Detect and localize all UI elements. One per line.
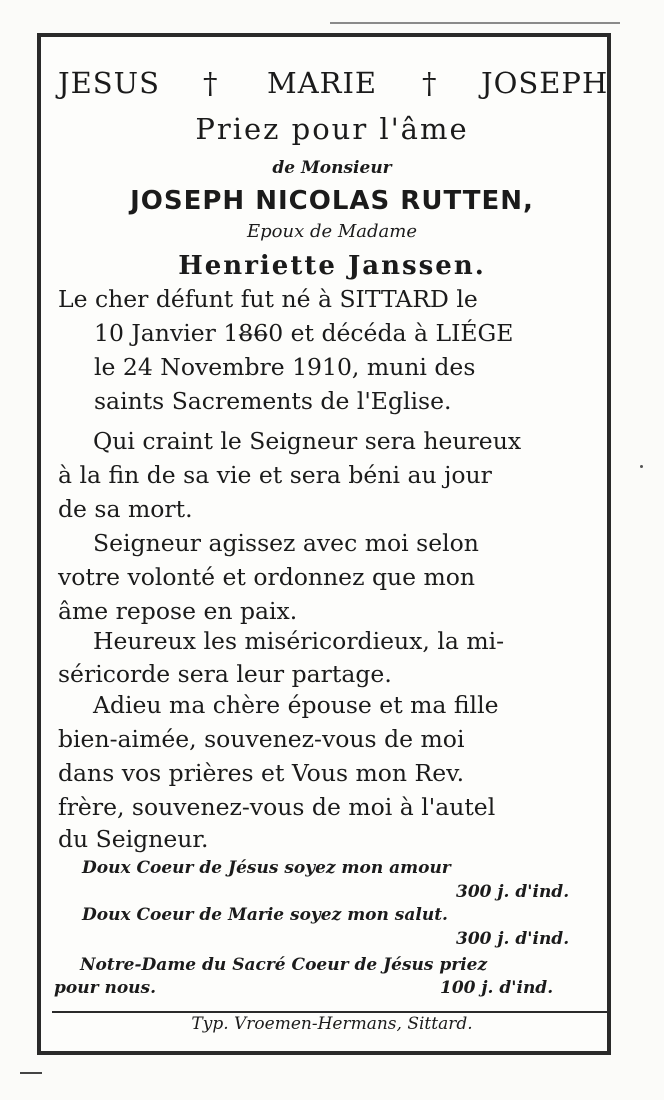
verse-line: Qui craint le Seigneur sera heureux (93, 427, 522, 455)
cross-icon: † (203, 66, 219, 100)
scan-edge-line (330, 22, 620, 24)
prayer-for-soul: Priez pour l'âme (195, 112, 469, 146)
spouse-label: Epoux de Madame (247, 221, 417, 242)
invocation-text: Doux Coeur de Marie soyez mon salut. (82, 905, 448, 925)
header-jesus: JESUS (58, 66, 160, 100)
ink-speck (640, 465, 643, 468)
verse-line: âme repose en paix. (58, 597, 298, 625)
biography-line: 10 Janvier 18̶6̶0 et décéda à LIÉGE (94, 319, 514, 347)
verse-line: séricorde sera leur partage. (58, 660, 392, 688)
verse-line: votre volonté et ordonnez que mon (58, 563, 476, 591)
biography-line: Le cher défunt fut né à SITTARD le (58, 285, 478, 313)
wife-name: Henriette Janssen. (178, 251, 486, 281)
biography-line: le 24 Novembre 1910, muni des (94, 353, 476, 381)
indulgence-note: 300 j. d'ind. (456, 929, 570, 949)
footer-rule (52, 1011, 608, 1013)
printer-imprint: Typ. Vroemen-Hermans, Sittard. (191, 1014, 473, 1034)
verse-line: à la fin de sa vie et sera béni au jour (58, 461, 492, 489)
monsieur-label: de Monsieur (272, 158, 392, 178)
deceased-name: JOSEPH NICOLAS RUTTEN, (130, 186, 534, 216)
cross-icon: † (422, 66, 438, 100)
verse-line: de sa mort. (58, 495, 193, 523)
invocation-text: Notre-Dame du Sacré Coeur de Jésus priez (80, 955, 488, 975)
verse-line: bien-aimée, souvenez-vous de moi (58, 725, 465, 753)
scan-mark (20, 1072, 42, 1074)
verse-line: frère, souvenez-vous de moi à l'autel (58, 793, 496, 821)
verse-line: dans vos prières et Vous mon Rev. (58, 759, 465, 787)
indulgence-note: 300 j. d'ind. (456, 882, 570, 902)
invocation-text: Doux Coeur de Jésus soyez mon amour (82, 858, 451, 878)
invocation-text: pour nous. (54, 978, 157, 998)
verse-line: Heureux les miséricordieux, la mi- (93, 627, 505, 655)
header-marie: MARIE (267, 66, 378, 100)
header-joseph: JOSEPH (481, 66, 609, 100)
indulgence-note: 100 j. d'ind. (440, 978, 554, 998)
verse-line: Adieu ma chère épouse et ma fille (93, 691, 499, 719)
verse-line: Seigneur agissez avec moi selon (93, 529, 479, 557)
biography-line: saints Sacrements de l'Eglise. (94, 387, 452, 415)
verse-line: du Seigneur. (58, 825, 209, 853)
